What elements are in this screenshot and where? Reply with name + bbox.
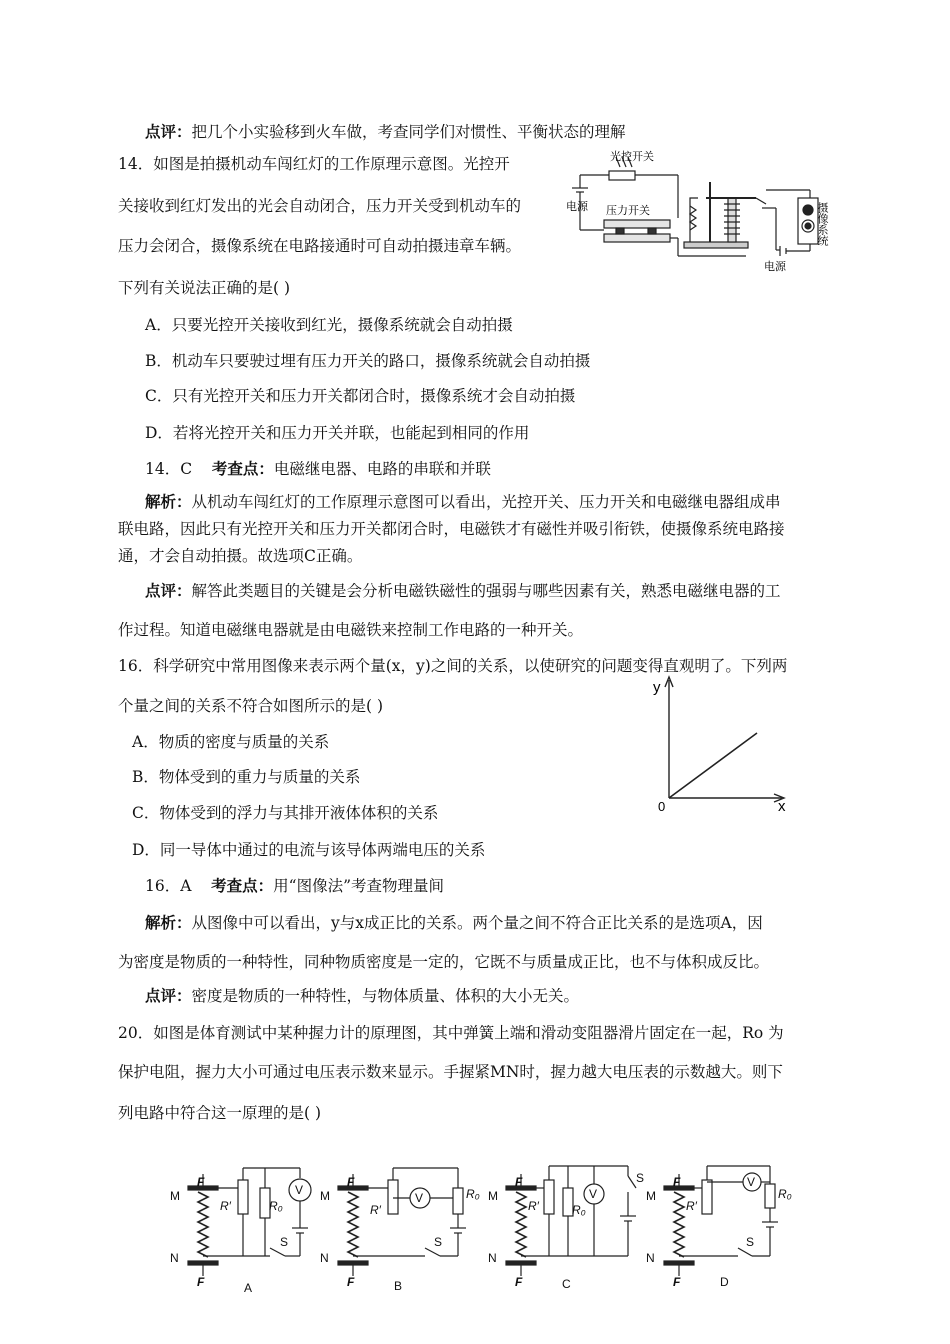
label-n-a: N <box>170 1251 179 1265</box>
circuit-a <box>188 1168 311 1276</box>
label-f-top-b: F <box>347 1175 355 1189</box>
q16-answer: 16．A 考查点：用“图像法”考查物理量间 <box>145 876 445 895</box>
choice-b: B <box>394 1279 403 1293</box>
label-r0-c: R₀ <box>572 1203 586 1217</box>
q16-stem-line1: 16．科学研究中常用图像来表示两个量(x，y)之间的关系，以使研究的问题变得直观明了。下列两 <box>118 657 788 675</box>
choice-c: C <box>562 1277 571 1291</box>
label-f-top-a: F <box>197 1175 205 1189</box>
q16-review: 点评：密度是物质的一种特性，与物体质量、体积的大小无关。 <box>145 986 580 1005</box>
label-v-c: V <box>589 1187 598 1201</box>
q14-stem-line2: 关接收到红灯发出的光会自动闭合，压力开关受到机动车的 <box>118 197 522 215</box>
q20-circuit-options <box>170 1158 810 1298</box>
label-f-bottom-b: F <box>347 1275 355 1289</box>
power-bottom-label: 电源 <box>764 261 786 273</box>
q16-analysis-line1: 解析：从图像中可以看出，y与x成正比的关系。两个量之间不符合正比关系的是选项A，因 <box>145 913 763 932</box>
q13-review: 点评：把几个小实验移到火车做，考查同学们对惯性、平衡状态的理解 <box>145 122 626 141</box>
q16-analysis-line2: 为密度是物质的一种特性，同种物质密度是一定的，它既不与质量成正比，也不与体积成反比。 <box>118 953 770 971</box>
label-r0-d: R₀ <box>778 1187 792 1201</box>
label-f-bottom-c: F <box>515 1275 523 1289</box>
label-m-d: M <box>646 1189 656 1203</box>
y-axis-label: y <box>653 679 661 696</box>
label-rprime-c: R′ <box>528 1199 539 1213</box>
label-f-bottom-d: F <box>673 1275 681 1289</box>
label-rprime-b: R′ <box>370 1203 381 1217</box>
label-rprime-a: R′ <box>220 1199 231 1213</box>
label-s-d: S <box>746 1235 755 1249</box>
q16-option-c: C．物体受到的浮力与其排开液体体积的关系 <box>132 804 439 822</box>
label-f-bottom-a: F <box>197 1275 205 1289</box>
q14-stem-line1: 14．如图是拍摄机动车闯红灯的工作原理示意图。光控开 <box>118 155 510 173</box>
label-s-a: S <box>280 1235 289 1249</box>
q14-analysis-line2: 联电路，因此只有光控开关和压力开关都闭合时，电磁铁才有磁性并吸引衔铁，使摄像系统电路接 <box>118 520 785 538</box>
q14-review-line1: 点评：解答此类题目的关键是会分析电磁铁磁性的强弱与哪些因素有关，熟悉电磁继电器的工 <box>145 581 781 600</box>
label-n-d: N <box>646 1251 655 1265</box>
label-v-b: V <box>415 1191 424 1205</box>
label-v-d: V <box>747 1175 756 1189</box>
q14-option-d: D．若将光控开关和压力开关并联，也能起到相同的作用 <box>145 424 530 442</box>
q16-stem-line2: 个量之间的关系不符合如图所示的是( ) <box>118 697 384 715</box>
q14-circuit-figure <box>566 146 840 274</box>
q14-option-b: B．机动车只要驶过埋有压力开关的路口，摄像系统就会自动拍摄 <box>145 352 591 370</box>
q20-stem-line1: 20．如图是体育测试中某种握力计的原理图，其中弹簧上端和滑动变阻器滑片固定在一起，Ro 为 <box>118 1024 784 1042</box>
light-switch-label: 光控开关 <box>610 151 654 163</box>
power-left-label: 电源 <box>566 201 588 213</box>
label-n-c: N <box>488 1251 497 1265</box>
label-r0-a: R₀ <box>269 1199 283 1213</box>
label-m-c: M <box>488 1189 498 1203</box>
label-s-c: S <box>636 1171 645 1185</box>
choice-a: A <box>244 1281 253 1295</box>
circuit-c <box>506 1166 636 1276</box>
label-r0-b: R₀ <box>466 1187 480 1201</box>
label-v-a: V <box>295 1183 304 1197</box>
label-f-top-d: F <box>673 1175 681 1189</box>
q14-option-c: C．只有光控开关和压力开关都闭合时，摄像系统才会自动拍摄 <box>145 387 576 405</box>
circuit-d <box>664 1166 778 1276</box>
q14-analysis-line1: 解析：从机动车闯红灯的工作原理示意图可以看出，光控开关、压力开关和电磁继电器组成串 <box>145 492 781 511</box>
q14-review-line2: 作过程。知道电磁继电器就是由电磁铁来控制工作电路的一种开关。 <box>118 621 584 639</box>
q14-option-a: A．只要光控开关接收到红光，摄像系统就会自动拍摄 <box>145 316 513 334</box>
label-s-b: S <box>434 1235 443 1249</box>
q14-stem-line4: 下列有关说法正确的是( ) <box>118 279 291 297</box>
proportional-line <box>669 733 757 798</box>
q16-graph <box>650 668 800 812</box>
q14-analysis-line3: 通，才会自动拍摄。故选项C正确。 <box>118 547 363 565</box>
circuit-b <box>338 1168 466 1276</box>
label-n-b: N <box>320 1251 329 1265</box>
pressure-switch-label: 压力开关 <box>606 205 650 217</box>
q16-option-a: A．物质的密度与质量的关系 <box>132 733 330 751</box>
camera-label: 摄像系统 <box>816 202 828 246</box>
origin-label: 0 <box>658 799 666 812</box>
choice-d: D <box>720 1275 729 1289</box>
label-rprime-d: R′ <box>686 1199 697 1213</box>
q16-option-b: B．物体受到的重力与质量的关系 <box>132 768 361 786</box>
q20-stem-line3: 列电路中符合这一原理的是( ) <box>118 1104 322 1122</box>
q14-stem-line3: 压力会闭合，摄像系统在电路接通时可自动拍摄违章车辆。 <box>118 237 522 255</box>
label-m-b: M <box>320 1189 330 1203</box>
q16-option-d: D．同一导体中通过的电流与该导体两端电压的关系 <box>132 841 486 859</box>
label-m-a: M <box>170 1189 180 1203</box>
x-axis-label: x <box>778 798 786 812</box>
q20-stem-line2: 保护电阻，握力大小可通过电压表示数来显示。手握紧MN时，握力越大电压表的示数越大。则下 <box>118 1063 783 1081</box>
label-f-top-c: F <box>515 1175 523 1189</box>
q14-answer: 14．C 考查点：电磁继电器、电路的串联和并联 <box>145 459 491 478</box>
